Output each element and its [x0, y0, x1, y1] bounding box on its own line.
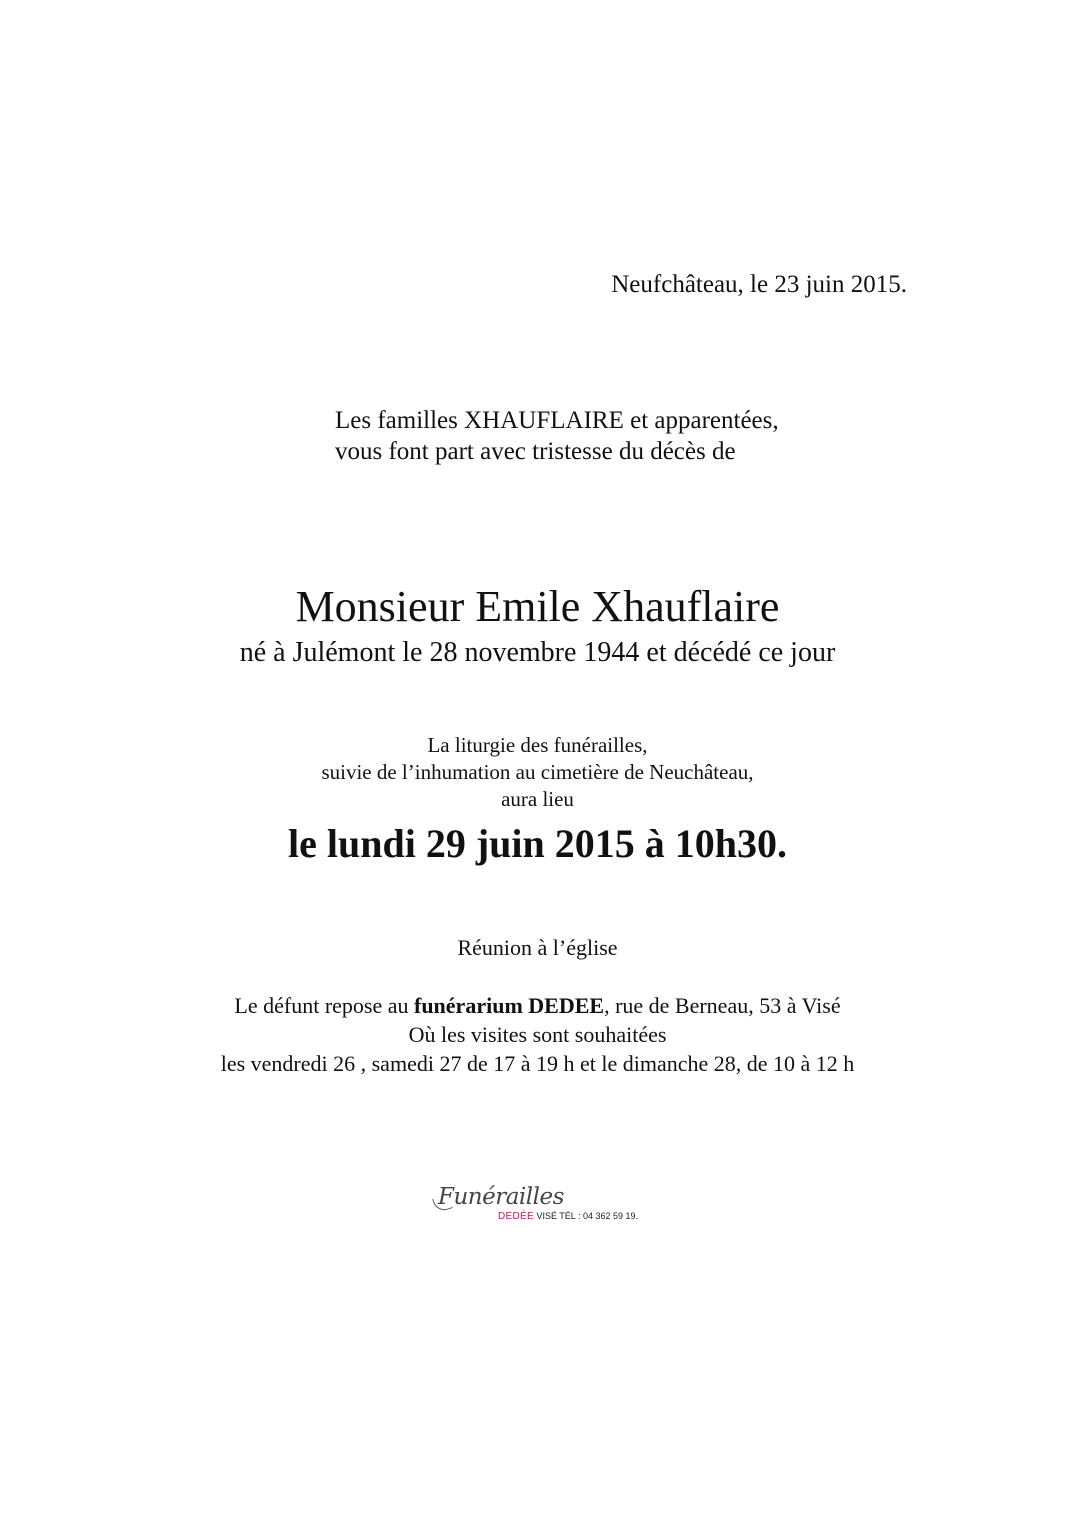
reunion-location: Réunion à l’église	[457, 935, 618, 960]
liturgy-line-3: aura lieu	[501, 787, 574, 811]
funeral-home-logo	[438, 1184, 678, 1228]
liturgy-details	[0, 732, 1075, 813]
reposing-prefix: Le défunt repose au	[234, 993, 414, 1018]
reposing-details	[0, 991, 1075, 1078]
logo-brand-name: DEDÉE	[498, 1211, 534, 1222]
place-and-date: Neufchâteau, le 23 juin 2015.	[611, 271, 907, 298]
family-announcement-line-1: Les familles XHAUFLAIRE et apparentées,	[335, 407, 779, 434]
family-announcement-line-2: vous font part avec tristesse du décès de	[335, 438, 736, 465]
visiting-hours: les vendredi 26 , samedi 27 de 17 à 19 h et le dimanche 28, de 10 à 12 h	[220, 1051, 855, 1076]
family-announcement	[335, 405, 779, 467]
logo-script-text: Funérailles	[438, 1184, 564, 1210]
deceased-name: Monsieur Emile Xhauflaire	[295, 582, 780, 631]
reposing-line-1	[0, 991, 1075, 1020]
ceremony-datetime: le lundi 29 juin 2015 à 10h30.	[287, 821, 787, 866]
logo-contact-details: VISÉ TÉL : 04 362 59 19.	[533, 1211, 639, 1221]
logo-contact-line	[498, 1211, 638, 1222]
reposing-line-2: Où les visites sont souhaitées	[408, 1022, 667, 1047]
funerarium-name: funérarium DEDEE	[414, 993, 605, 1018]
reposing-address: , rue de Berneau, 53 à Visé	[604, 993, 841, 1018]
liturgy-line-2: suivie de l’inhumation au cimetière de Neuchâteau,	[321, 760, 754, 784]
birth-death-line: né à Julémont le 28 novembre 1944 et décédé ce jour	[239, 637, 836, 668]
liturgy-line-1: La liturgie des funérailles,	[427, 733, 648, 757]
